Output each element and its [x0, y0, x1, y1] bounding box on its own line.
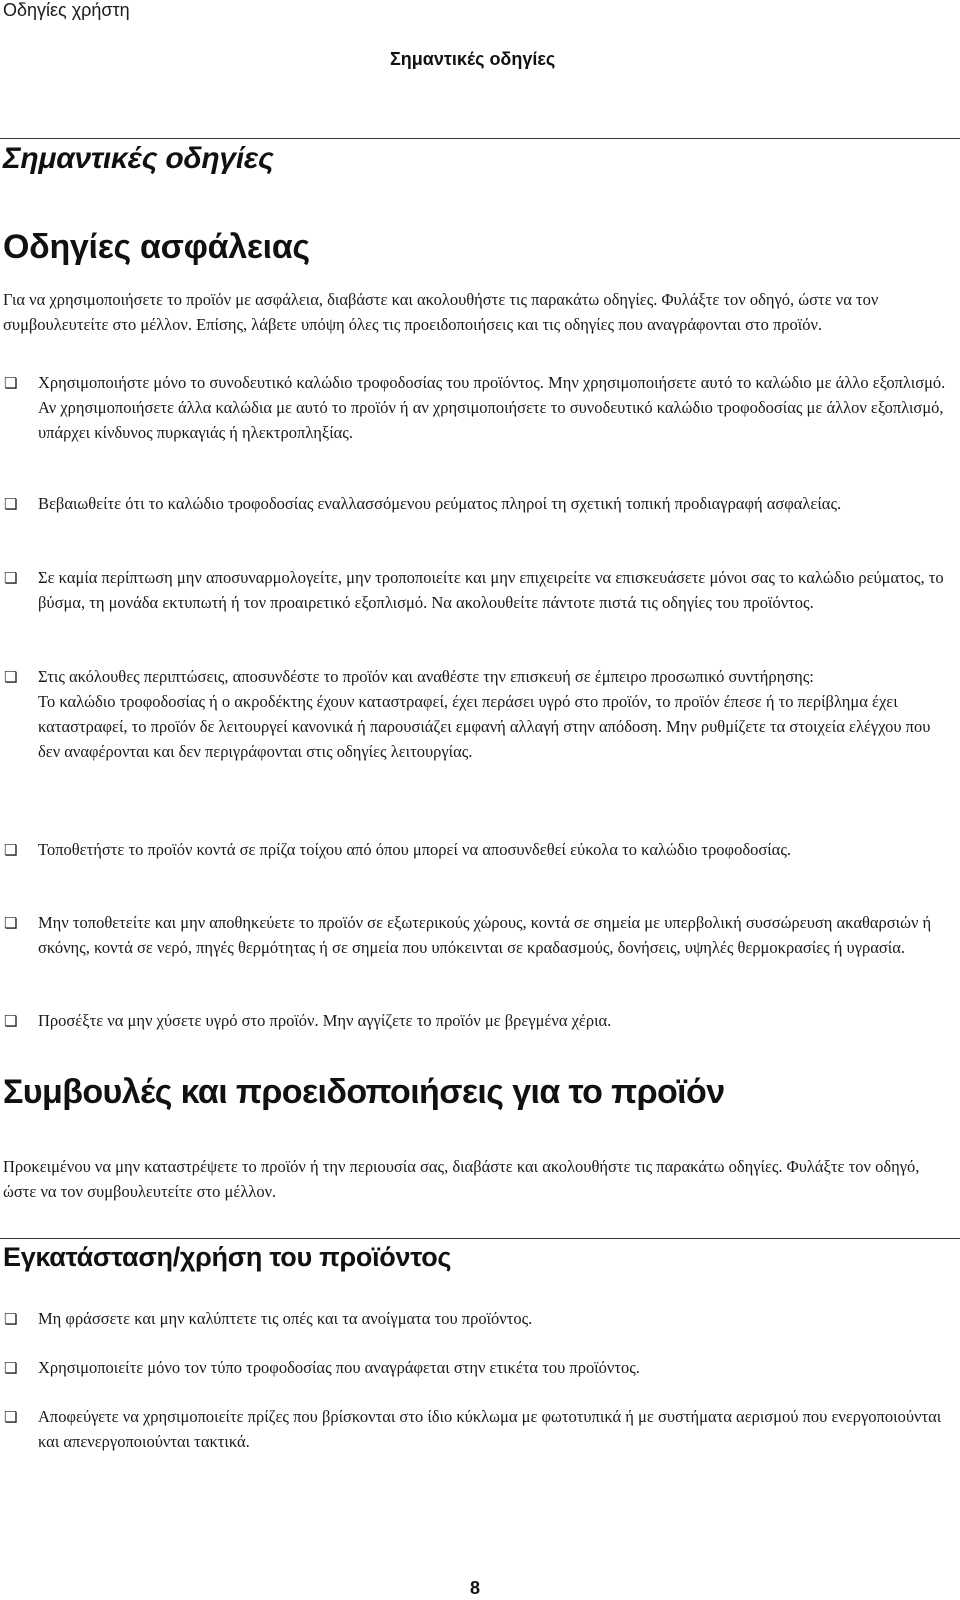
- checkbox-bullet-icon: ❏: [4, 495, 18, 513]
- subsection-divider: [0, 1238, 960, 1239]
- safety-item: [3, 664, 953, 764]
- safety-item-text: Τοποθετήστε το προϊόν κοντά σε πρίζα τοίχου από όπου μπορεί να αποσυνδεθεί εύκολα το καλώδιο τροφοδοσίας.: [38, 840, 791, 859]
- running-header-title: Οδηγίες χρήστη: [3, 0, 130, 20]
- install-item-text: Μη φράσσετε και μην καλύπτετε τις οπές και τα ανοίγματα του προϊόντος.: [38, 1309, 533, 1328]
- safety-item-text: Προσέξτε να μην χύσετε υγρό στο προϊόν. Μην αγγίζετε το προϊόν με βρεγμένα χέρια.: [38, 1011, 612, 1030]
- running-header-section: Σημαντικές οδηγίες: [390, 49, 556, 69]
- safety-item-text: Μην τοποθετείτε και μην αποθηκεύετε το προϊόν σε εξωτερικούς χώρους, κοντά σε σημεία με υπερβολική συσσώρευση ακαθαρσιών ή σκόνης, κοντά σε νερό, πηγές θερμότητας ή σε σημεία που υπόκεινται σε κραδασμούς, δονήσεις, υψηλές θερμοκρασίες ή υγρασία.: [38, 913, 932, 957]
- tips-heading: Συμβουλές και προειδοποιήσεις για το προϊόν: [3, 1073, 725, 1111]
- safety-item: [3, 491, 953, 516]
- safety-intro: Για να χρησιμοποιήσετε το προϊόν με ασφάλεια, διαβάστε και ακολουθήστε τις παρακάτω οδηγίες. Φυλάξτε τον οδηγό, ώστε να τον συμβουλευτείτε στο μέλλον. Επίσης, λάβετε υπόψη όλες τις προειδοποιήσεις και τις οδηγίες που αναγράφονται στο προϊόν.: [3, 290, 879, 334]
- safety-item-text: Στις ακόλουθες περιπτώσεις, αποσυνδέστε το προϊόν και αναθέστε την επισκευή σε έμπειρο προσωπικό συντήρησης:: [38, 667, 814, 686]
- checkbox-bullet-icon: ❏: [4, 569, 18, 587]
- safety-item: [3, 565, 953, 615]
- install-item: [3, 1306, 953, 1331]
- install-item-text: Αποφεύγετε να χρησιμοποιείτε πρίζες που βρίσκονται στο ίδιο κύκλωμα με φωτοτυπικά ή με συστήματα αερισμού που ενεργοποιούνται και απενεργοποιούνται τακτικά.: [38, 1407, 942, 1451]
- checkbox-bullet-icon: ❏: [4, 914, 18, 932]
- page-number: 8: [470, 1578, 481, 1598]
- safety-item: [3, 1008, 953, 1033]
- safety-heading: Οδηγίες ασφάλειας: [3, 228, 310, 266]
- header-divider: [0, 138, 960, 139]
- safety-item-text: Σε καμία περίπτωση μην αποσυναρμολογείτε, μην τροποποιείτε και μην επιχειρείτε να επισκευάσετε μόνοι σας το καλώδιο ρεύματος, το βύσμα, τη μονάδα εκτυπωτή ή τον προαιρετικό εξοπλισμό. Να ακολουθείτε πάντοτε πιστά τις οδηγίες του προϊόντος.: [38, 568, 944, 612]
- safety-item-detail: Το καλώδιο τροφοδοσίας ή ο ακροδέκτης έχουν καταστραφεί, έχει περάσει υγρό στο προϊόν, το προϊόν έπεσε ή το περίβλημα έχει καταστραφεί, το προϊόν δε λειτουργεί κανονικά ή παρουσιάζει εμφανή αλλαγή στην απόδοση. Μην ρυθμίζετε τα στοιχεία ελέγχου που δεν αναφέρονται και δεν περιγράφονται στις οδηγίες λειτουργίας.: [38, 692, 931, 761]
- safety-item-text: Βεβαιωθείτε ότι το καλώδιο τροφοδοσίας εναλλασσόμενου ρεύματος πληροί τη σχετική τοπική προδιαγραφή ασφαλείας.: [38, 494, 842, 513]
- checkbox-bullet-icon: ❏: [4, 374, 18, 392]
- tips-intro: Προκειμένου να μην καταστρέψετε το προϊόν ή την περιουσία σας, διαβάστε και ακολουθήστε τις παρακάτω οδηγίες. Φυλάξτε τον οδηγό, ώστε να τον συμβουλευτείτε στο μέλλον.: [3, 1157, 920, 1201]
- checkbox-bullet-icon: ❏: [4, 1359, 18, 1377]
- safety-item: [3, 370, 953, 445]
- install-item: [3, 1355, 953, 1380]
- install-heading: Εγκατάσταση/χρήση του προϊόντος: [3, 1242, 452, 1272]
- safety-item: [3, 837, 953, 862]
- chapter-title: Σημαντικές οδηγίες: [3, 142, 274, 175]
- install-item-text: Χρησιμοποιείτε μόνο τον τύπο τροφοδοσίας που αναγράφεται στην ετικέτα του προϊόντος.: [38, 1358, 640, 1377]
- checkbox-bullet-icon: ❏: [4, 668, 18, 686]
- safety-item: [3, 910, 953, 960]
- checkbox-bullet-icon: ❏: [4, 1310, 18, 1328]
- checkbox-bullet-icon: ❏: [4, 841, 18, 859]
- safety-item-text: Χρησιμοποιήστε μόνο το συνοδευτικό καλώδιο τροφοδοσίας του προϊόντος. Μην χρησιμοποιήσετε αυτό το καλώδιο με άλλο εξοπλισμό. Αν χρησιμοποιήσετε άλλα καλώδια με αυτό το προϊόν ή αν χρησιμοποιήσετε το συνοδευτικό καλώδιο τροφοδοσίας με άλλον εξοπλισμό, υπάρχει κίνδυνος πυρκαγιάς ή ηλεκτροπληξίας.: [38, 373, 946, 442]
- install-item: [3, 1404, 953, 1454]
- checkbox-bullet-icon: ❏: [4, 1012, 18, 1030]
- checkbox-bullet-icon: ❏: [4, 1408, 18, 1426]
